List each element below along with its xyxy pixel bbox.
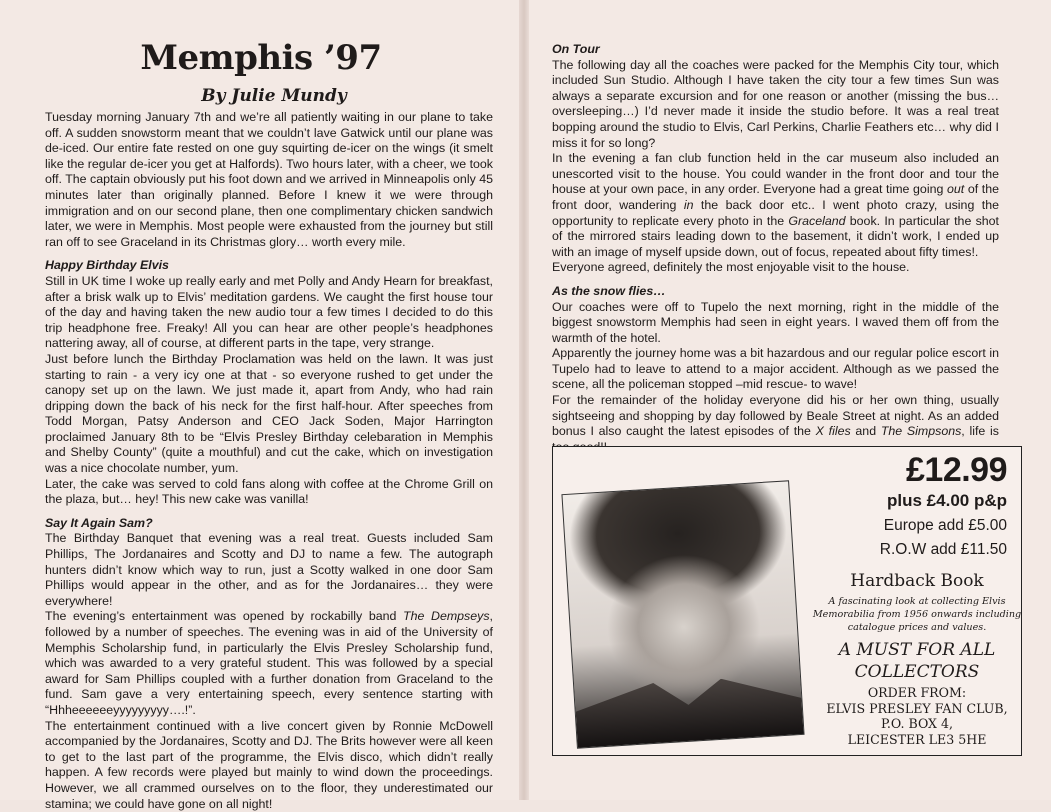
book-title: Graceland — [788, 213, 846, 228]
tour-p2-d: book. In particular the shot of the mirrored stairs leading down to the basement, it didn’t work, I ended up with an image of myself upside down, out of focus, repeated about fifty times!. — [552, 213, 999, 259]
ad-slogan-line-1: A MUST FOR ALL — [838, 640, 996, 660]
ad-price: £12.99 — [906, 451, 1007, 489]
birthday-paragraph-2: Just before lunch the Birthday Proclamation was held on the lawn. It was just starting to rain - a very icy one at that - so everyone rushed to get under the canopy set up on the lawn. We just made it, apart from Andy, who had rain dripping down the back of his neck for the first half-hour. After speeches from Todd Morgan, Patsy Anderson and CEO Jack Soden, Major Harrington proclaimed January 8th to be “Elvis Presley Birthday celebaration in Memphis and Shelby County” (quite a mouthful) and cut the cake, which on investigation was a nice chocolate number, yum. — [45, 351, 493, 476]
ad-europe-postage: Europe add £5.00 — [883, 517, 1007, 534]
section-heading-snow: As the snow flies… — [552, 283, 666, 298]
tour-paragraph-1: The following day all the coaches were packed for the Memphis City tour, which included Sun Studio. Although I have taken the city tour a few times Sun was always a separate excursion and for one reason or another (missing the bus… oversleeping…) I’d never made it inside the studio before. It was a real treat bopping around the studio to Elvis, Carl Perkins, Charlie Feathers etc… why did I miss it for so long? — [552, 57, 999, 150]
snow-paragraph-2: Apparently the journey home was a bit hazardous and our regular police escort in Tupelo had to leave to attend to a major accident. Although as we passed the scene, all the policeman stopped –mid rescue- to wave! — [552, 346, 999, 392]
tour-p2-a: In the evening a fan club function held in the car museum also included an unescorted visit to the house. You could wander in the front door and tour the house at your own pace, in any order. Everyone had a great time going — [552, 151, 999, 197]
order-line-1: ORDER FROM: — [867, 685, 967, 700]
tour-p2-out: out — [946, 182, 965, 197]
sam-paragraph-2 — [45, 609, 493, 718]
sam-paragraph-1: The Birthday Banquet that evening was a real treat. Guests included Sam Phillips, The Jordanaires and Scotty and DJ to name a few. The autograph hunters didn’t know which way to run, just a Scotty walked in one door Sam Phillips would appear in the other, and as for the Jordanaires… they were everywhere! — [45, 531, 493, 608]
tour-p2-in: in — [683, 197, 694, 212]
order-line-2: ELVIS PRESLEY FAN CLUB, — [826, 700, 1008, 716]
band-name: The Dempseys — [403, 609, 490, 624]
elvis-photo — [561, 480, 804, 748]
sam-p2-b: , followed by a number of speeches. The evening was in aid of the University of Memphis Scholarship fund, in particularly the Elvis Presley Scholarship fund, which was awarded to a very grateful student. This was followed by a special award for Sam Phillips coupled with a further donation from Graceland to the fund. Sam gave a very entertaining speech, every sentence starting with “Hhheeeeeeyyyyyyyyy….!”. — [45, 609, 493, 717]
tour-p2-c: the back door etc.. I went photo crazy, using the opportunity to replicate every photo in the — [552, 197, 999, 228]
birthday-paragraph-3: Later, the cake was served to cold fans along with coffee at the Chrome Grill on the plaza, but… hey! This new cake was vanilla! — [45, 476, 493, 507]
tour-paragraph-3: Everyone agreed, definitely the most enjoyable visit to the house. — [552, 260, 910, 275]
ad-order-address — [811, 685, 1023, 747]
ad-description: A fascinating look at collecting Elvis Memorabilia from 1956 onwards including catalogue prices and values. — [812, 596, 1022, 633]
article-title: Memphis ’97 — [140, 38, 382, 78]
section-heading-birthday: Happy Birthday Elvis — [45, 258, 169, 273]
tour-p2-b: of the front door, wandering — [552, 182, 999, 212]
show-xfiles: X files — [815, 424, 851, 439]
book-advert — [552, 446, 1022, 756]
tour-paragraph-2 — [552, 151, 999, 260]
snow-p3-b: , life is — [961, 424, 999, 439]
snow-paragraph-1: Our coaches were off to Tupelo the next morning, right in the middle of the biggest snowstorm Memphis had seen in eight years. I waved them off from the warmth of the hotel. — [552, 299, 999, 345]
article-byline: By Julie Mundy — [201, 86, 347, 106]
ad-slogan-line-2: COLLECTORS — [854, 662, 980, 682]
sam-p2-a: The evening’s entertainment was opened by rockabilly band — [45, 609, 404, 624]
order-line-4: LEICESTER LE3 5HE — [847, 731, 987, 747]
show-simpsons: The Simpsons — [880, 424, 962, 439]
snow-p3-a: For the remainder of the holiday everyone did his or her own thing, usually sightseeing and shopping by day followed by Beale Street at night. As an added bonus I also caught the latest episodes of the — [552, 393, 999, 439]
sam-paragraph-3: The entertainment continued with a live concert given by Ronnie McDowell accompanied by the Jordanaires, Scotty and DJ. The Brits however were all keen to get to the last part of the programme, the Elvis disco, which didn’t really happen. A few records were played but mainly to wind down the proceedings. However, we all crammed ourselves on to the floor, they underestimated our stamina; we could have gone on all night! — [45, 718, 493, 811]
ad-postage: plus £4.00 p&p — [887, 491, 1007, 510]
birthday-paragraph-1: Still in UK time I woke up really early and met Polly and Andy Hearn for breakfast, after a brisk walk up to Elvis’ meditation gardens. We caught the first house tour of the day and having taken the new audio tour a few times I decided to do this trip headphone free. Freaky! All you can hear are other people’s headphones nattering away, all of course, at different parts in the tape, very strange. — [45, 273, 493, 351]
ad-row-postage: R.O.W add £11.50 — [879, 541, 1007, 558]
intro-paragraph: Tuesday morning January 7th and we’re all patiently waiting in our plane to take off. A sudden snowstorm meant that we couldn’t lave Gatwick until our plane was de-iced. Our entire fate rested on one guy squirting de-icer on the wings (it smelt like the regular de-icer you get at Halfords). Two hours later, with a cheer, we took off. The captain obviously put his foot down and we arrived in Minneapolis only 45 minutes later than originally planned. Before I knew it we were through immigration and on our second plane, then one complimentary chicken sandwich later, we were in Memphis. Most people were exhausted from the journey but still ran off to see Graceland in its Christmas glory… worth every mile. — [45, 110, 493, 249]
section-heading-tour: On Tour — [552, 42, 600, 56]
page-gutter — [519, 0, 529, 800]
left-column — [45, 110, 493, 812]
photo-collar — [574, 674, 803, 748]
ad-slogan — [811, 639, 1023, 683]
section-heading-sam: Say It Again Sam? — [45, 515, 153, 530]
right-column — [552, 42, 999, 455]
order-line-3: P.O. BOX 4, — [880, 716, 954, 732]
snow-p3-and: and — [850, 424, 881, 439]
ad-product: Hardback Book — [850, 571, 984, 591]
